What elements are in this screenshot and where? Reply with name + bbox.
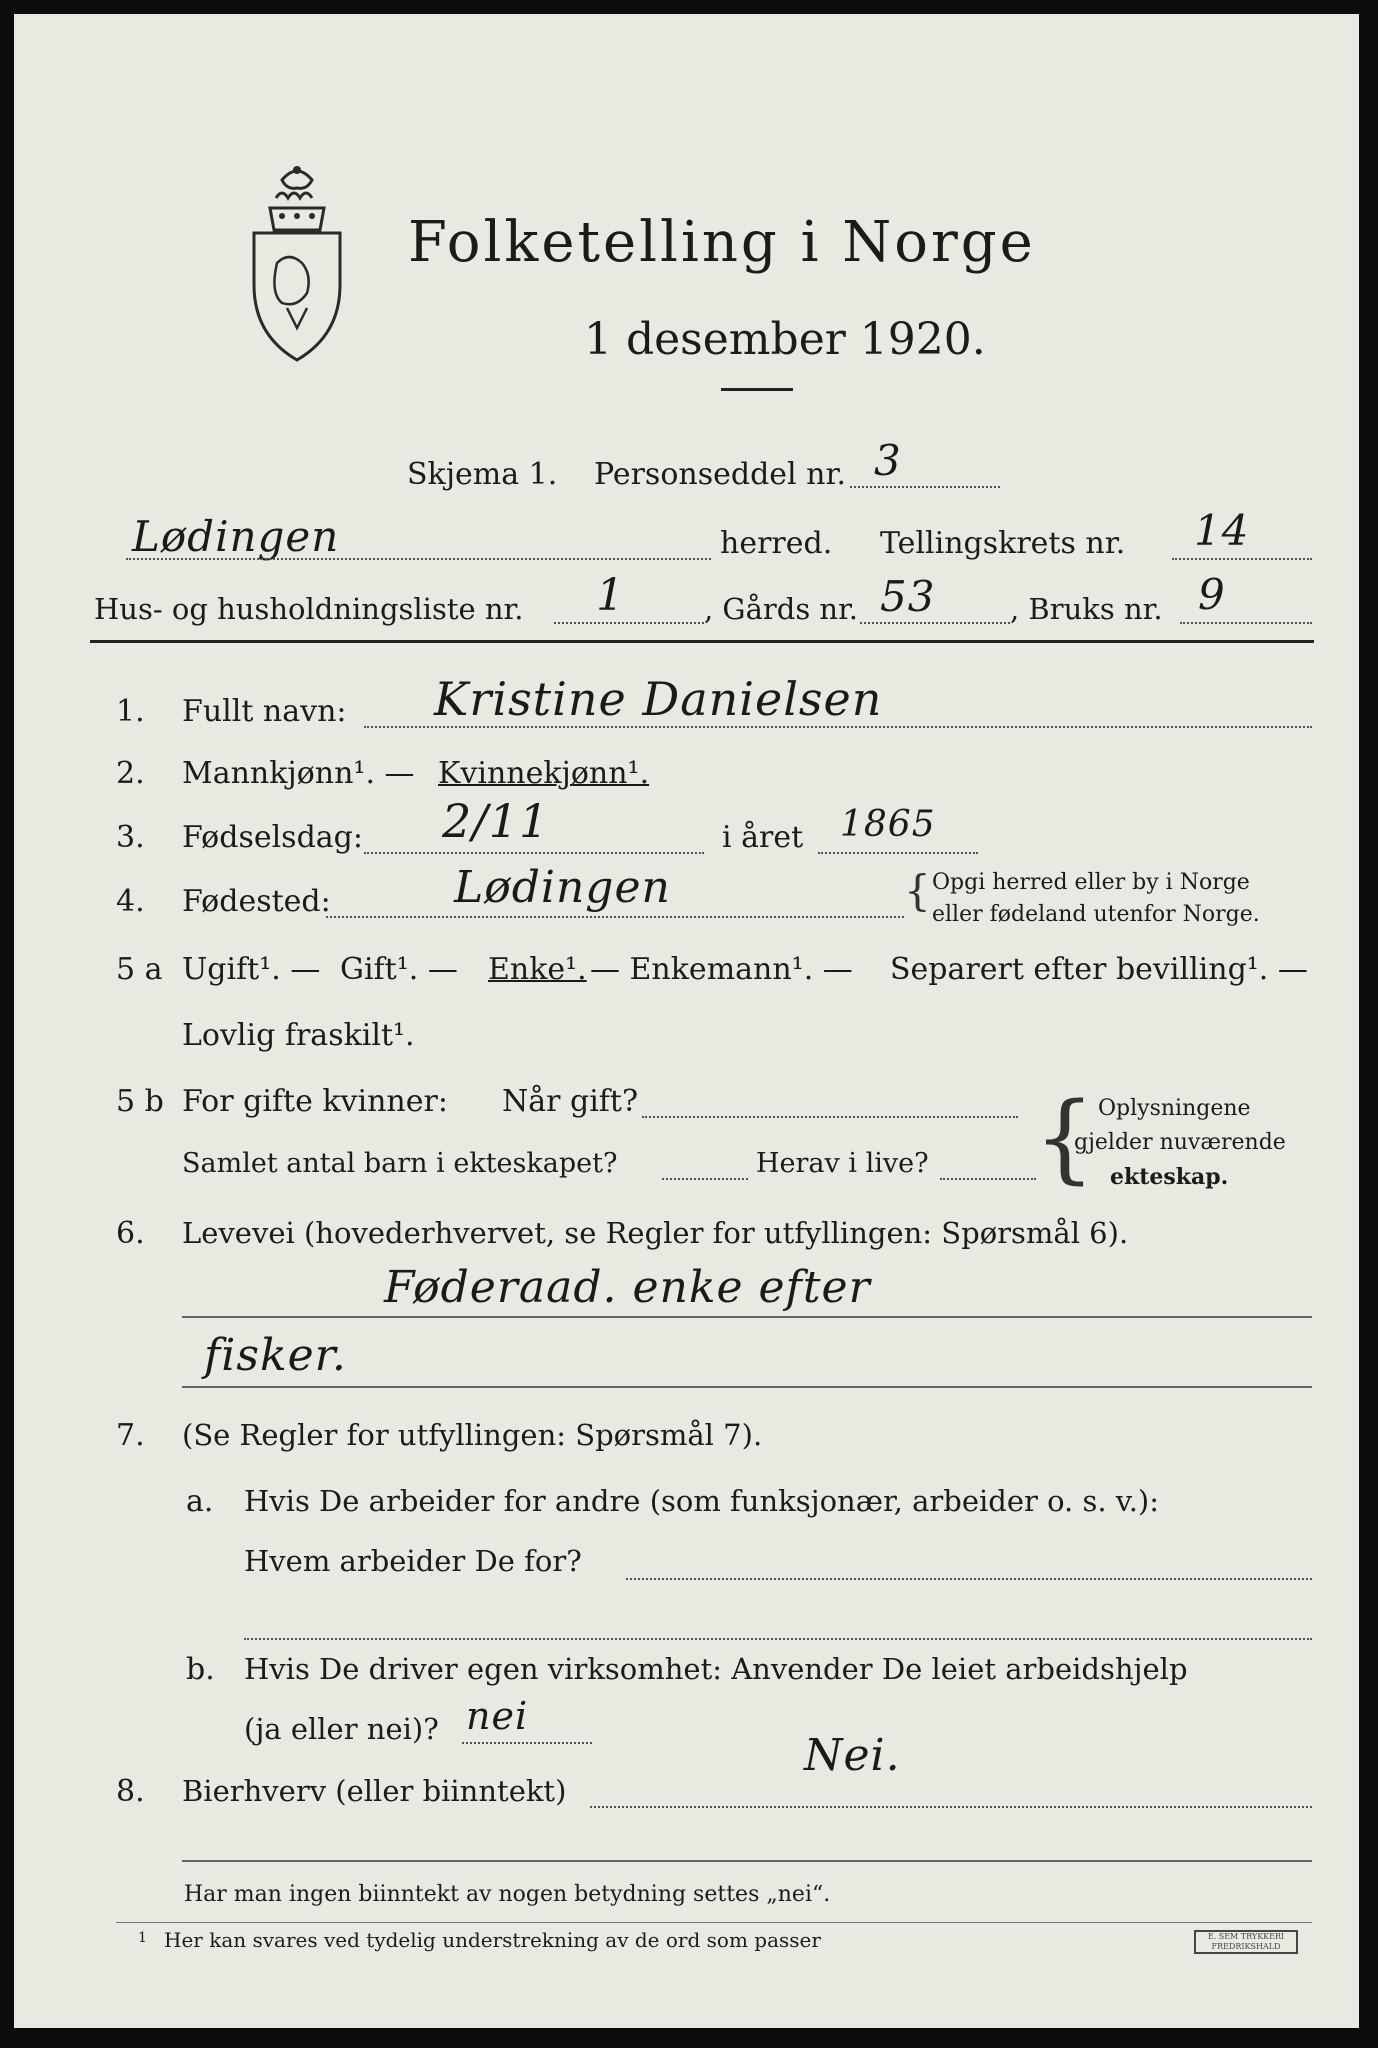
birthplace-note-2: eller fødeland utenfor Norge. <box>932 902 1260 927</box>
printer-stamp <box>1194 1930 1298 1954</box>
q5b-label: For gifte kvinner: <box>182 1084 448 1119</box>
marriage-brace: { <box>1034 1082 1096 1194</box>
hired-help-field[interactable] <box>462 1742 592 1744</box>
q2-number: 2. <box>116 756 145 791</box>
occupation-line-1[interactable] <box>182 1316 1312 1318</box>
status-fraskilt-option[interactable]: Lovlig fraskilt¹. <box>182 1018 415 1053</box>
coat-of-arms-icon <box>242 158 352 368</box>
q4-label: Fødested: <box>182 884 331 919</box>
herred-label: herred. <box>720 526 833 561</box>
q5a-number: 5 a <box>116 952 163 987</box>
q7b-letter: b. <box>186 1652 215 1687</box>
q7-number: 7. <box>116 1418 145 1453</box>
q7b-question: (ja eller nei)? <box>244 1712 439 1746</box>
printer-stamp-text: E. SEM TRYKKERI FREDRIKSHALD <box>1207 1932 1285 1951</box>
employer-field-2[interactable] <box>244 1638 1312 1640</box>
alive-field[interactable] <box>940 1178 1036 1180</box>
occupation-line-2[interactable] <box>182 1386 1312 1388</box>
marriage-note-3: ekteskap. <box>1110 1164 1229 1190</box>
birth-year-value: 1865 <box>840 804 936 845</box>
gender-female-option[interactable]: Kvinnekjønn¹. <box>438 756 650 791</box>
occupation-value-line2: fisker. <box>204 1330 347 1381</box>
footnote-text: Her kan svares ved tydelig understrekning av de ord som passer <box>164 1928 821 1952</box>
marriage-note-2: gjelder nuværende <box>1074 1130 1286 1155</box>
q8-number: 8. <box>116 1774 145 1809</box>
full-name-value: Kristine Danielsen <box>434 672 883 726</box>
bruks-field[interactable] <box>1180 622 1312 624</box>
personseddel-field[interactable] <box>850 486 1000 488</box>
footnote-divider <box>116 1922 1312 1923</box>
gards-value: 53 <box>880 572 936 621</box>
hired-help-value: nei <box>466 1694 529 1738</box>
q7b-text: Hvis De driver egen virksomhet: Anvender De leiet arbeidshjelp <box>244 1652 1188 1686</box>
gards-label: , Gårds nr. <box>704 592 858 626</box>
birthplace-field[interactable] <box>326 916 904 918</box>
children-field[interactable] <box>662 1178 748 1180</box>
birthplace-value: Lødingen <box>454 862 671 913</box>
header-divider <box>90 640 1314 643</box>
q7a-text: Hvis De arbeider for andre (som funksjonær, arbeider o. s. v.): <box>244 1484 1160 1518</box>
household-field[interactable] <box>554 622 704 624</box>
year-label: i året <box>722 820 804 855</box>
footnote-mark: 1 <box>138 1930 147 1946</box>
household-value: 1 <box>596 570 625 621</box>
status-enkemann-option[interactable]: — Enkemann¹. — <box>590 952 853 987</box>
occupation-value-line1: Føderaad. enke efter <box>384 1262 871 1313</box>
tellingskrets-field[interactable] <box>1172 558 1312 560</box>
footer-note: Har man ingen biinntekt av nogen betydning settes „nei“. <box>184 1882 831 1907</box>
household-label: Hus- og husholdningsliste nr. <box>94 592 524 626</box>
herred-value: Lødingen <box>132 512 340 561</box>
q1-number: 1. <box>116 694 145 729</box>
employer-field[interactable] <box>626 1578 1312 1580</box>
census-form <box>14 14 1359 2028</box>
q7-label: (Se Regler for utfyllingen: Spørsmål 7). <box>182 1418 763 1452</box>
status-gift-option[interactable]: Gift¹. — <box>340 952 458 987</box>
gender-male-option[interactable]: Mannkjønn¹. — <box>182 756 415 791</box>
status-enke-option[interactable]: Enke¹. <box>488 952 587 987</box>
alive-label: Herav i live? <box>756 1148 929 1179</box>
side-income-line-2[interactable] <box>182 1860 1312 1862</box>
side-income-value: Nei. <box>804 1730 901 1781</box>
tellingskrets-label: Tellingskrets nr. <box>880 526 1126 561</box>
herred-field[interactable] <box>126 558 711 560</box>
q4-number: 4. <box>116 884 145 919</box>
q8-label: Bierhverv (eller biinntekt) <box>182 1774 567 1808</box>
married-when-field[interactable] <box>642 1116 1018 1118</box>
side-income-field[interactable] <box>590 1806 1312 1808</box>
married-when-label: Når gift? <box>502 1084 639 1119</box>
status-separert-option[interactable]: Separert efter bevilling¹. — <box>890 952 1308 987</box>
status-ugift-option[interactable]: Ugift¹. — <box>182 952 321 987</box>
q6-number: 6. <box>116 1216 145 1251</box>
personseddel-value: 3 <box>874 436 902 485</box>
schema-label: Skjema 1. <box>407 457 558 492</box>
birthplace-note-1: Opgi herred eller by i Norge <box>932 870 1250 895</box>
tellingskrets-value: 14 <box>1194 506 1250 555</box>
full-name-field[interactable] <box>364 726 1312 728</box>
birth-year-field[interactable] <box>818 852 978 854</box>
census-date: 1 desember 1920. <box>584 314 986 365</box>
q3-label: Fødselsdag: <box>182 820 363 855</box>
q7a-question: Hvem arbeider De for? <box>244 1544 582 1578</box>
birthday-value: 2/11 <box>442 794 550 848</box>
gards-field[interactable] <box>860 622 1010 624</box>
q7a-letter: a. <box>186 1484 214 1519</box>
q3-number: 3. <box>116 820 145 855</box>
q6-label: Levevei (hovederhvervet, se Regler for utfyllingen: Spørsmål 6). <box>182 1216 1129 1250</box>
form-title: Folketelling i Norge <box>408 210 1036 275</box>
children-label: Samlet antal barn i ekteskapet? <box>182 1148 618 1179</box>
birthplace-brace: { <box>904 866 931 915</box>
marriage-note-1: Oplysningene <box>1098 1096 1251 1121</box>
title-divider <box>721 388 793 391</box>
bruks-label: , Bruks nr. <box>1010 592 1163 626</box>
q1-label: Fullt navn: <box>182 694 347 729</box>
q5b-number: 5 b <box>116 1084 164 1119</box>
birthday-field[interactable] <box>364 852 704 854</box>
personseddel-label: Personseddel nr. <box>594 457 847 492</box>
bruks-value: 9 <box>1198 570 1226 619</box>
